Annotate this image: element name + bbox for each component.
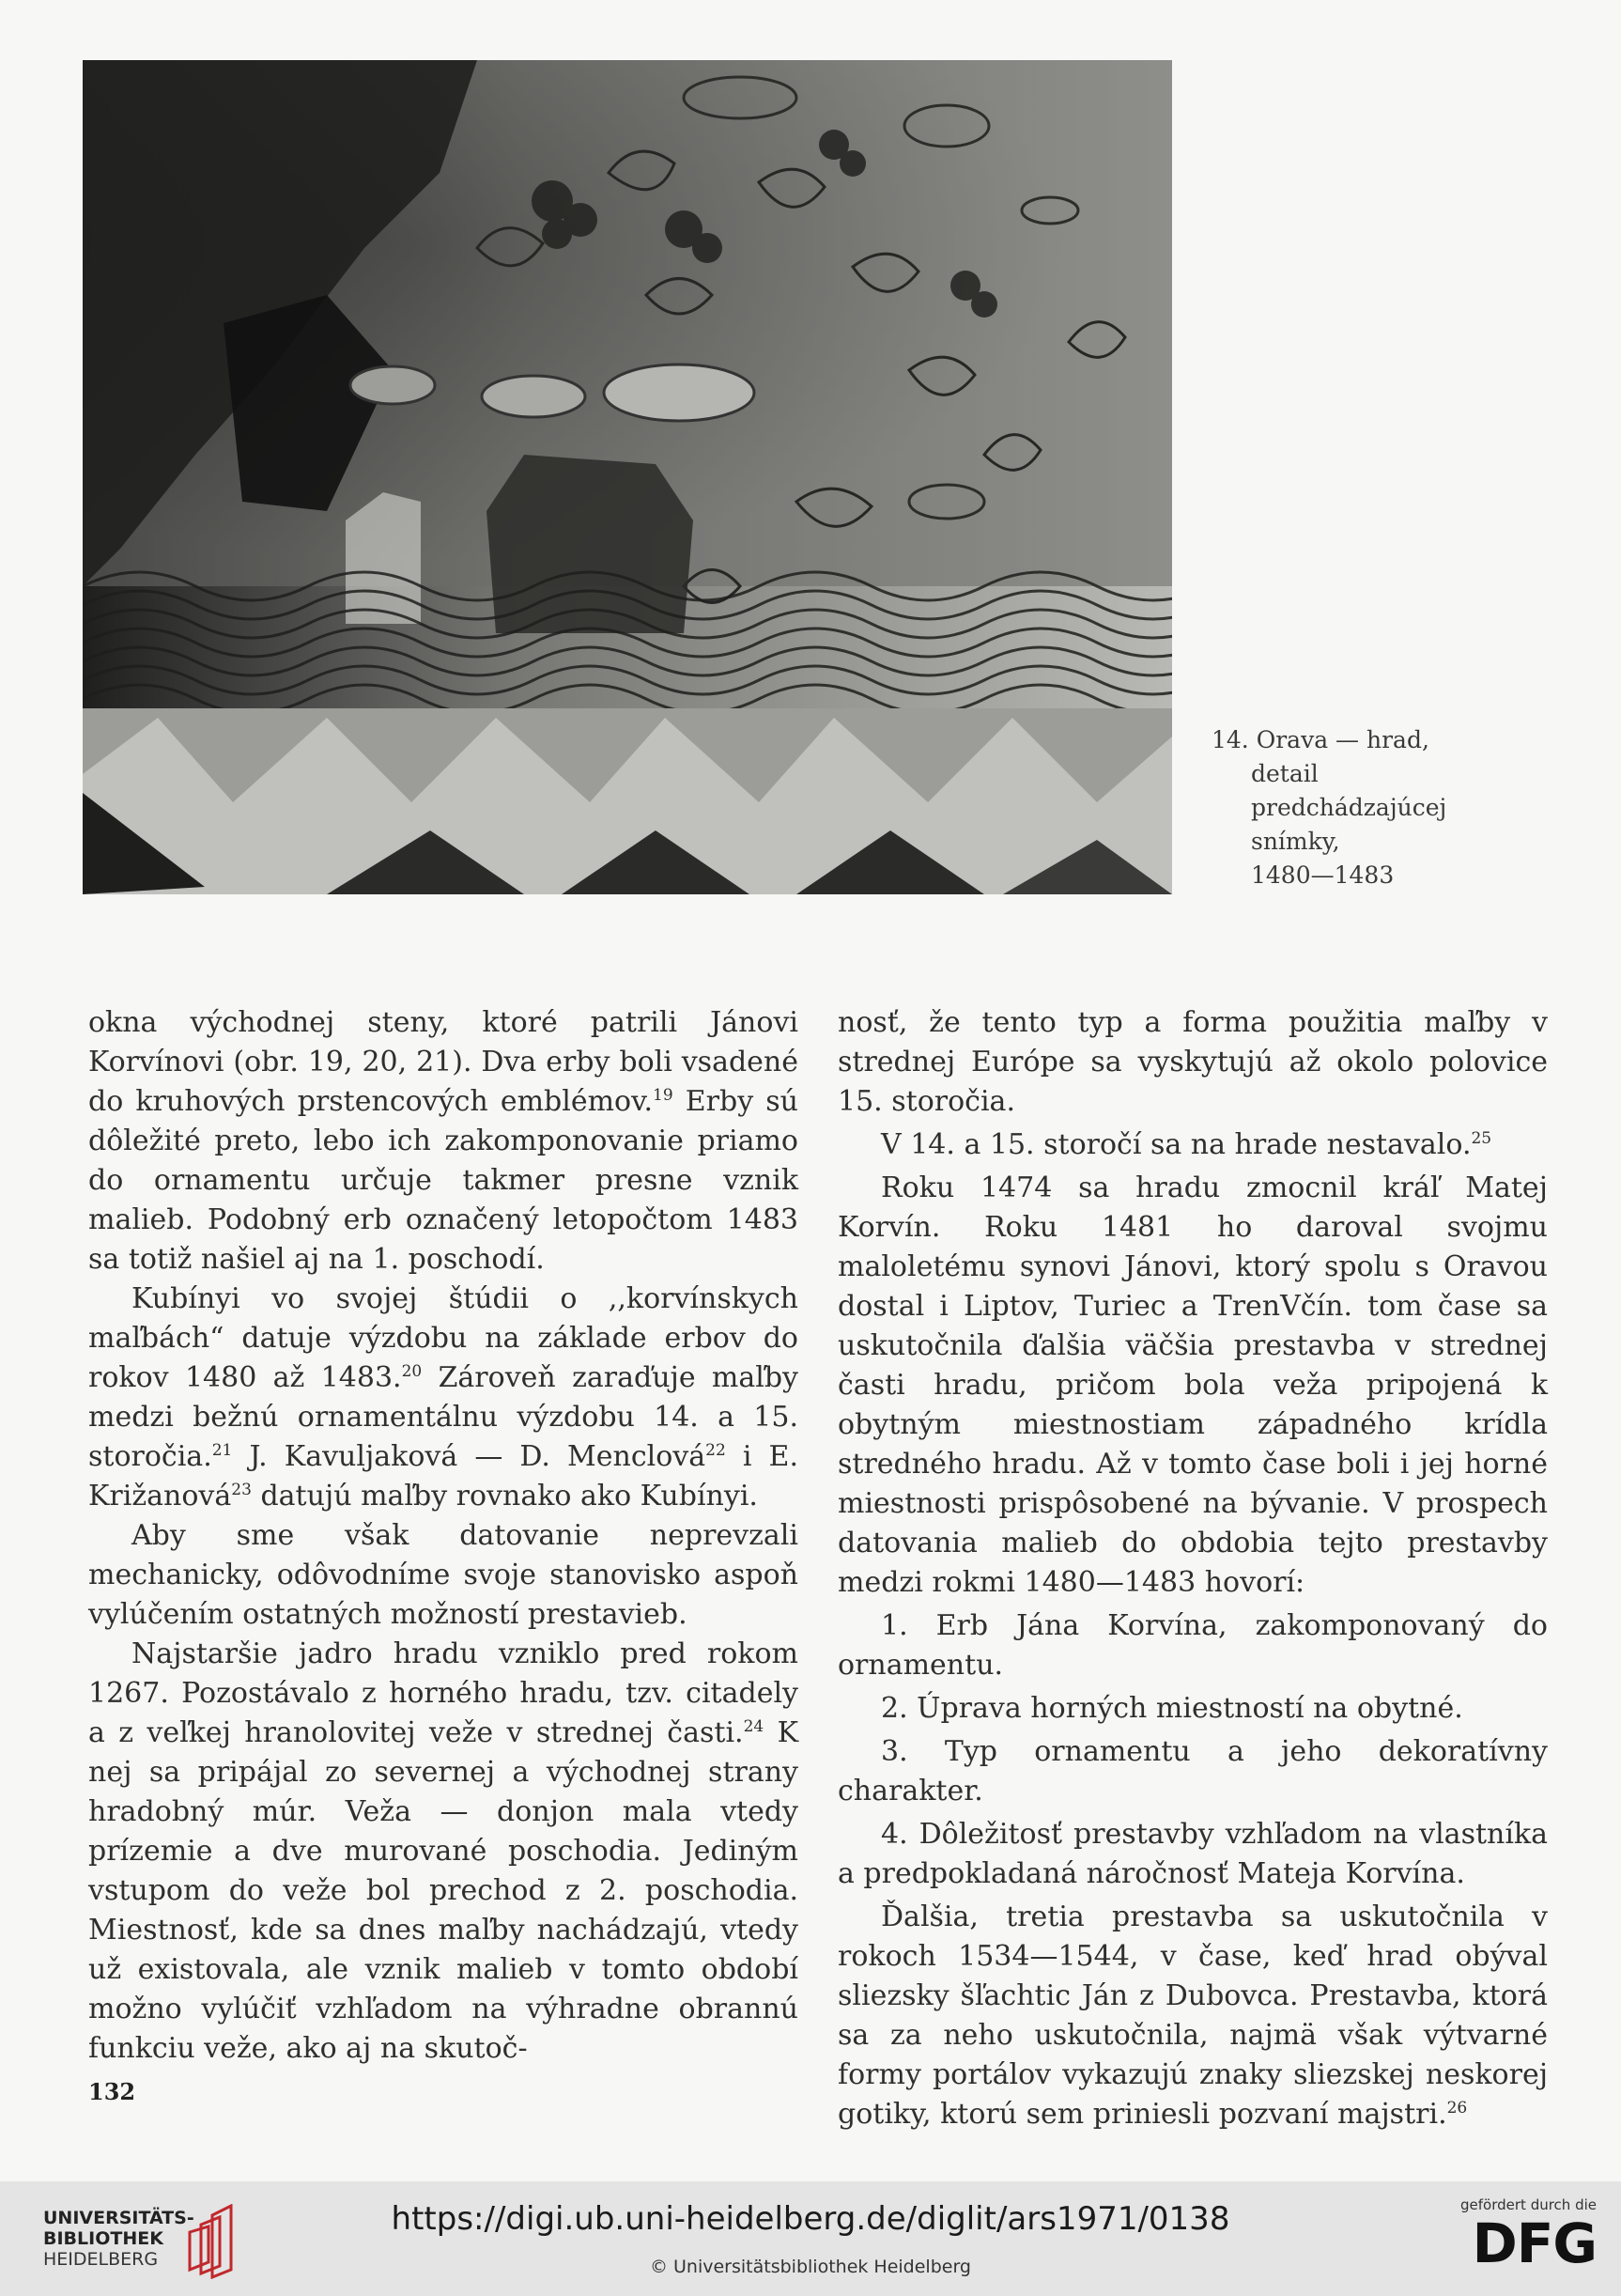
paragraph: Aby sme však datovanie neprevzali mechanicky, odôvodníme svoje stanovisko aspoň vylúčením ostatných možností prestavieb.	[88, 1519, 798, 1631]
left-text-column	[88, 1003, 798, 2069]
paragraph: okna východnej steny, ktoré patrili Jánovi Korvínovi (obr. 19, 20, 21). Dva erby boli vsadené do kruhových prstencových emblémov.$^{19}$ Erby sú dôležité preto, lebo ich zakomponovanie priamo do ornamentu určuje takmer presne vznik malieb. Podobný erb označený letopočtom 1483 sa totiž našiel aj na 1. poschodí.	[88, 1006, 799, 1276]
dfg-logo[interactable]	[1437, 2196, 1597, 2287]
dfg-note: gefördert durch die	[1460, 2196, 1597, 2213]
paragraph: Kubínyi vo svojej štúdii o ,,korvínskych maľbách“ datuje výzdobu na základe erbov do rokov 1480 až 1483.20 Zároveň zaraďuje maľby medzi bežnú ornamentálnu výzdobu 14. a 15. storočia.$^{21}$ J. Kavuljaková — D. Menclová$^{22}$ i E. Križanová$^{23}$ datujú maľby rovnako ako Kubínyi.	[88, 1282, 799, 1513]
footnote-ref: 20	[401, 1362, 423, 1381]
footnote-ref: 26	[1446, 2099, 1468, 2118]
footnote-ref: 22	[705, 1441, 726, 1460]
paragraph: Najstaršie jadro hradu vzniklo pred rokom 1267. Pozostávalo z horného hradu, tzv. citadely a z veľkej hranolovitej veže v strednej časti.$^{24}$ K nej sa pripájal zo severnej a východnej strany hradobný múr. Veža — donjon mala vtedy prízemie a dve murované poschodia. Jediným vstupom do veže bol prechod z 2. poschodia. Miestnosť, kde sa dnes maľby nachádzajú, vtedy už existovala, ale vznik malieb v tomto období možno vylúčiť vzhľadom na výhradne obrannú funkciu veže, ako aj na skutoč-	[88, 1637, 799, 2065]
footnote-ref: 21	[211, 1441, 233, 1460]
paragraph: nosť, že tento typ a forma použitia maľby v strednej Európe sa vyskytujú až okolo polovice 15. storočia.	[838, 1006, 1548, 1118]
footnote-ref: 25	[1471, 1129, 1492, 1148]
paragraph: V 14. a 15. storočí sa na hrade nestavalo.$^{25}$	[881, 1128, 1492, 1161]
caption-line-1: Orava — hrad,	[1256, 726, 1429, 753]
caption-line-4: snímky,	[1251, 828, 1340, 855]
list-item: 4. Dôležitosť prestavby vzhľadom na vlastníka a predpokladaná náročnosť Mateja Korvína.	[838, 1818, 1548, 1890]
footnote-ref: 24	[743, 1717, 764, 1736]
footnote-ref: 23	[231, 1481, 252, 1499]
caption-line-2: detail	[1251, 760, 1319, 787]
caption-line-5: 1480—1483	[1251, 861, 1395, 889]
mural-photo-image	[83, 60, 1172, 894]
footnote-ref: 19	[653, 1086, 673, 1105]
paragraph: Ďalšia, tretia prestavba sa uskutočnila v rokoch 1534—1544, v čase, keď hrad obýval sliezsky šľachtic Ján z Dubovca. Prestavba, ktorá sa za neho uskutočnila, najmä však výtvarné formy portálov vykazujú znaky sliezskej neskorej gotiky, ktorú sem priniesli pozvaní majstri.$^{26}$	[838, 1900, 1548, 2131]
mural-photograph	[83, 60, 1172, 894]
paragraph: Roku 1474 sa hradu zmocnil kráľ Matej Korvín. Roku 1481 ho daroval svojmu maloletému synovi Jánovi, ktorý spolu s Oravou dostal i Liptov, Turiec a TrenVčín. tom čase sa uskutočnila ďalšia väčšia prestavba v strednej časti hradu, pričom bola veža pripojená k obytným miestnostiam západného krídla stredného hradu. Až v tomto čase boli i jej horné miestnosti prispôsobené na bývanie. V prospech datovania malieb do obdobia tejto prestavby medzi rokmi 1480—1483 hovorí:	[838, 1171, 1548, 1599]
right-text-column	[838, 1003, 1548, 2134]
copyright-notice: © Universitätsbibliothek Heidelberg	[649, 2257, 971, 2277]
list-item: 2. Úprava horných miestností na obytné.	[881, 1692, 1463, 1725]
library-name-line2: BIBLIOTHEK	[43, 2228, 163, 2249]
library-name-line3: HEIDELBERG	[43, 2249, 159, 2270]
list-item: 1. Erb Jána Korvína, zakomponovaný do ornamentu.	[838, 1609, 1548, 1682]
list-item: 3. Typ ornamentu a jeho dekoratívny charakter.	[838, 1735, 1548, 1807]
viewer-footer	[0, 2181, 1621, 2296]
dfg-wordmark: DFG	[1472, 2211, 1597, 2275]
caption-line-3: predchádzajúcej	[1251, 794, 1447, 821]
caption-number: 14.	[1212, 726, 1249, 753]
page-number: 132	[88, 2078, 136, 2105]
figure-caption	[1212, 723, 1587, 892]
permalink-url[interactable]: https://digi.ub.uni-heidelberg.de/diglit/ars1971/0138	[391, 2200, 1230, 2238]
library-name-line1: UNIVERSITÄTS-	[43, 2208, 194, 2228]
